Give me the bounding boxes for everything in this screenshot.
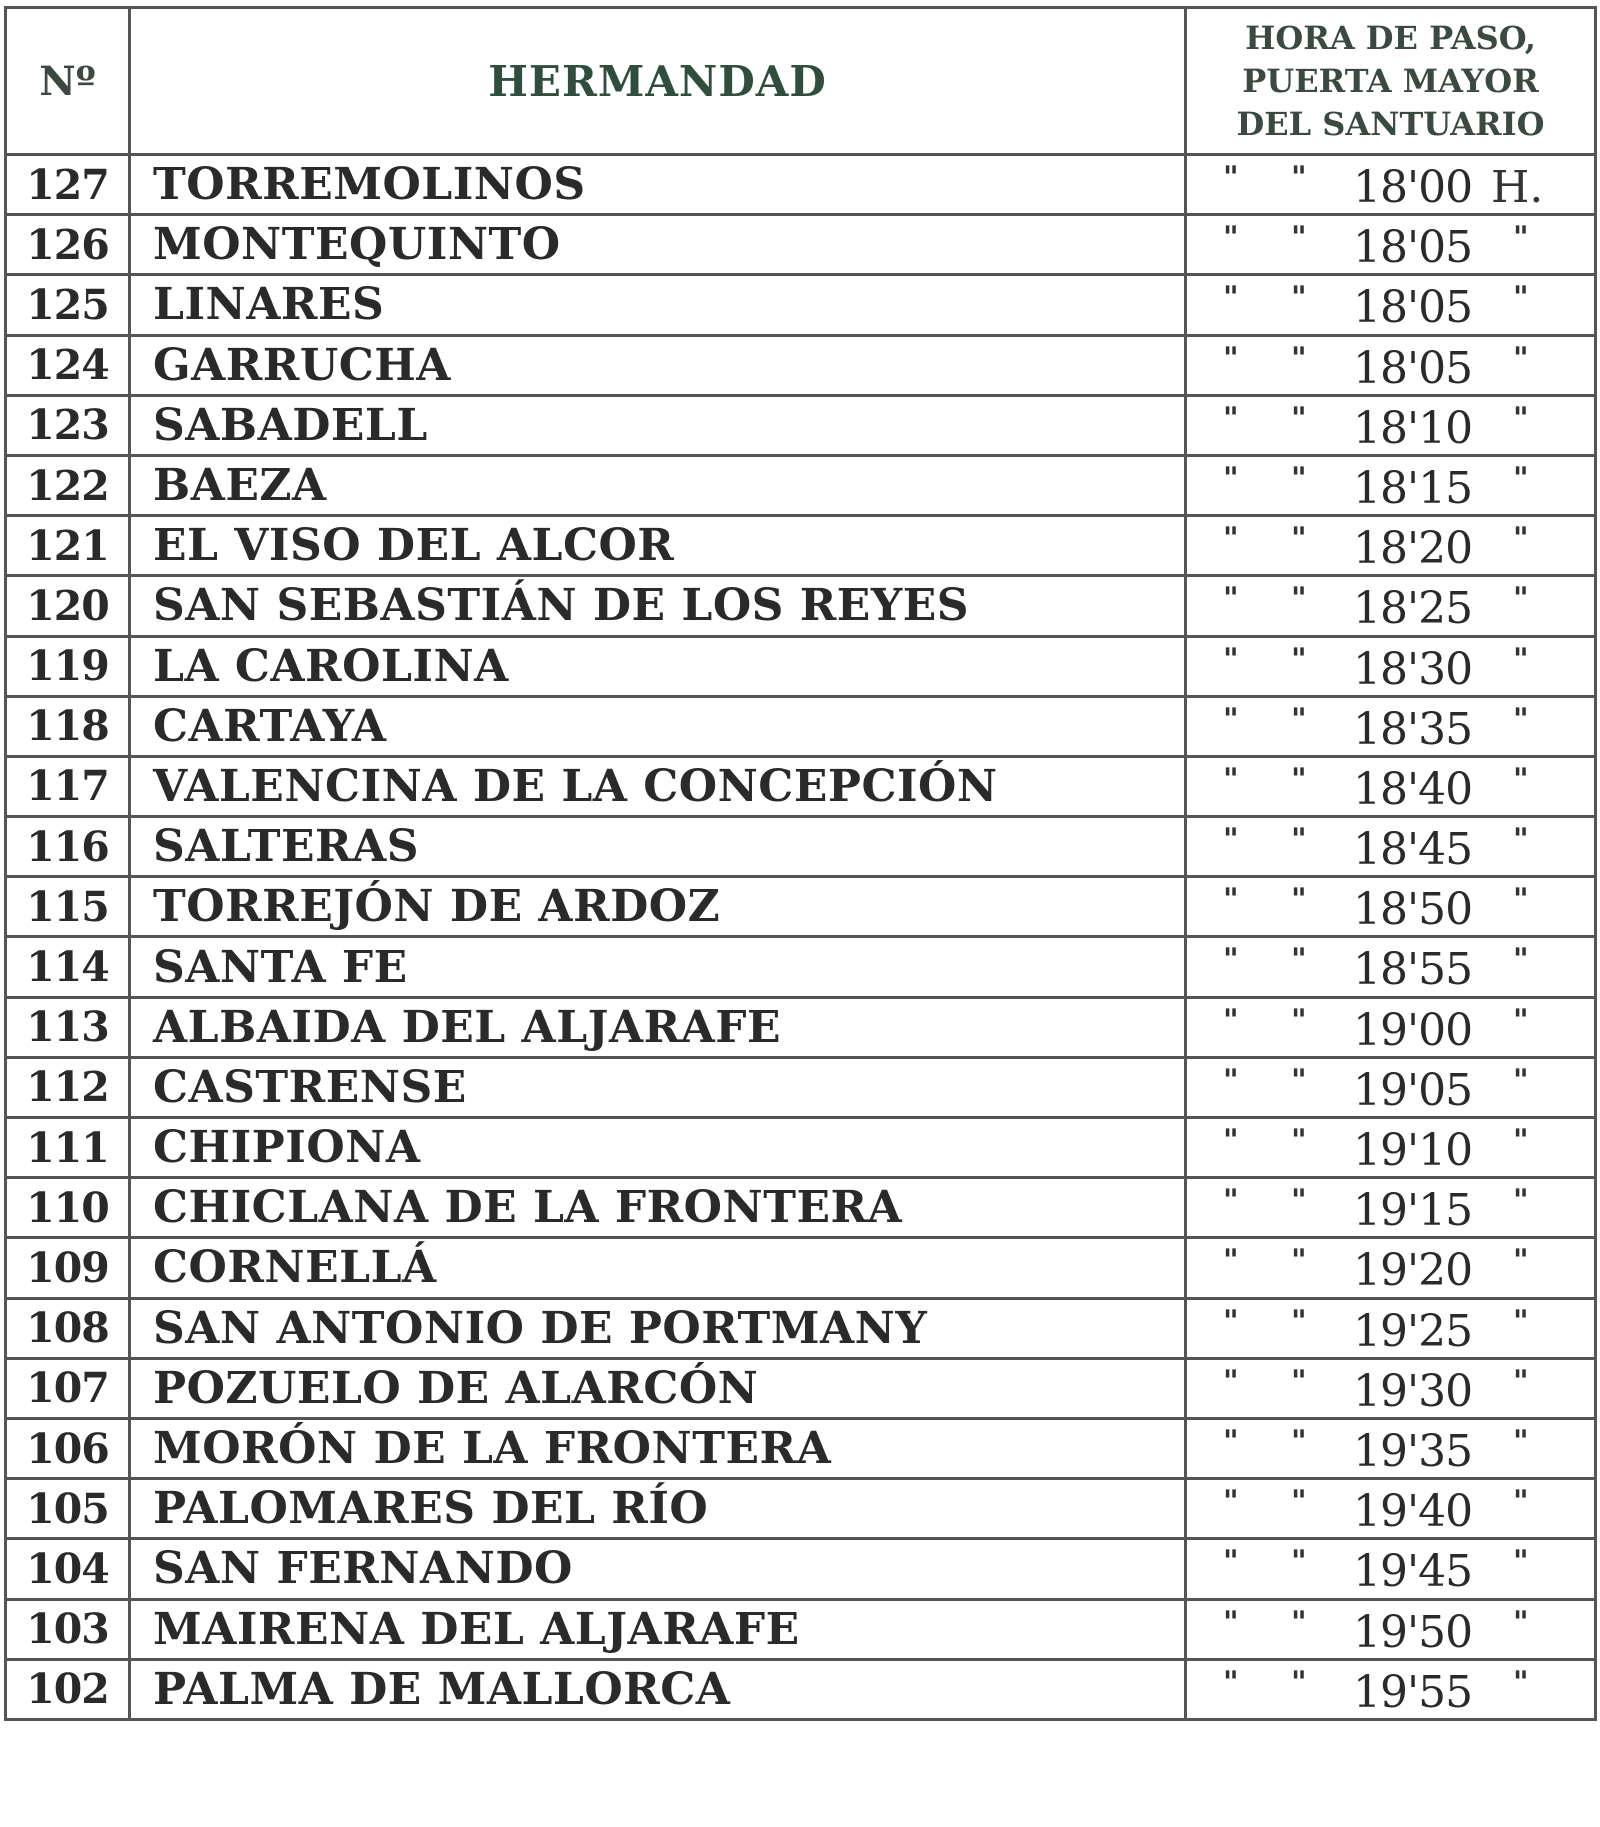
table-row	[6, 1178, 1596, 1238]
table-row	[6, 696, 1596, 756]
table-row	[6, 576, 1596, 636]
hermandad-name: CHIPIONA	[130, 1118, 1186, 1178]
ditto-mark: "	[1223, 581, 1239, 617]
table-row	[6, 155, 1596, 215]
ditto-mark: "	[1291, 160, 1307, 195]
hermandad-name: LINARES	[130, 275, 1186, 335]
time-suffix: "	[1513, 1544, 1529, 1580]
table-row	[6, 1298, 1596, 1358]
column-header-hermandad: HERMANDAD	[130, 8, 1186, 155]
schedule-table	[4, 6, 1597, 1721]
time-cell	[1186, 455, 1596, 515]
time-suffix: "	[1513, 822, 1529, 858]
row-number: 102	[6, 1659, 130, 1719]
ditto-mark: "	[1291, 460, 1307, 496]
ditto-mark: "	[1223, 1363, 1239, 1399]
table-row	[6, 1238, 1596, 1298]
time-cell	[1186, 1659, 1596, 1719]
ditto-mark: "	[1223, 1303, 1239, 1339]
ditto-mark: "	[1223, 1544, 1239, 1580]
table-row	[6, 756, 1596, 816]
ditto-mark: "	[1291, 1423, 1307, 1459]
table-row	[6, 395, 1596, 455]
passage-time: 18'35	[1353, 703, 1473, 755]
ditto-mark: "	[1223, 1002, 1239, 1038]
table-row	[6, 516, 1596, 576]
time-cell	[1186, 997, 1596, 1057]
time-suffix: "	[1513, 220, 1529, 256]
ditto-mark: "	[1291, 942, 1307, 978]
time-suffix: "	[1513, 400, 1529, 436]
hermandad-name: TORREMOLINOS	[130, 155, 1186, 215]
ditto-mark: "	[1291, 1303, 1307, 1339]
passage-time: 18'05	[1353, 342, 1473, 394]
time-cell	[1186, 215, 1596, 275]
ditto-mark: "	[1223, 160, 1239, 195]
ditto-mark: "	[1291, 1664, 1307, 1700]
time-cell	[1186, 576, 1596, 636]
row-number: 108	[6, 1298, 130, 1358]
passage-time: 18'30	[1353, 643, 1473, 695]
time-suffix: "	[1513, 1423, 1529, 1459]
ditto-mark: "	[1223, 1664, 1239, 1700]
ditto-mark: "	[1291, 1544, 1307, 1580]
ditto-mark: "	[1291, 761, 1307, 797]
ditto-mark: "	[1291, 641, 1307, 677]
hermandad-name: MORÓN DE LA FRONTERA	[130, 1418, 1186, 1478]
passage-time: 18'25	[1353, 583, 1473, 635]
time-cell	[1186, 636, 1596, 696]
table-row	[6, 997, 1596, 1057]
hermandad-name: ALBAIDA DEL ALJARAFE	[130, 997, 1186, 1057]
time-suffix: "	[1513, 882, 1529, 918]
hermandad-name: MONTEQUINTO	[130, 215, 1186, 275]
ditto-mark: "	[1223, 400, 1239, 436]
time-cell	[1186, 696, 1596, 756]
passage-time: 18'00	[1353, 162, 1473, 213]
row-number: 110	[6, 1178, 130, 1238]
time-suffix: "	[1513, 761, 1529, 797]
hermandad-name: CARTAYA	[130, 696, 1186, 756]
time-suffix: "	[1513, 942, 1529, 978]
hermandad-name: SANTA FE	[130, 937, 1186, 997]
time-cell	[1186, 155, 1596, 215]
passage-time: 18'45	[1353, 824, 1473, 876]
passage-time: 19'35	[1353, 1425, 1473, 1477]
row-number: 120	[6, 576, 130, 636]
ditto-mark: "	[1223, 1484, 1239, 1520]
row-number: 127	[6, 155, 130, 215]
passage-time: 18'15	[1353, 462, 1473, 514]
time-cell	[1186, 1057, 1596, 1117]
row-number: 104	[6, 1539, 130, 1599]
time-suffix: "	[1513, 521, 1529, 557]
row-number: 113	[6, 997, 130, 1057]
table-row	[6, 1599, 1596, 1659]
table-row	[6, 937, 1596, 997]
row-number: 112	[6, 1057, 130, 1117]
table-row	[6, 817, 1596, 877]
time-cell	[1186, 877, 1596, 937]
row-number: 103	[6, 1599, 130, 1659]
hermandad-name: CORNELLÁ	[130, 1238, 1186, 1298]
hermandad-name: SALTERAS	[130, 817, 1186, 877]
time-suffix: "	[1513, 1243, 1529, 1279]
time-suffix: "	[1513, 1123, 1529, 1158]
table-row	[6, 455, 1596, 515]
time-cell	[1186, 1479, 1596, 1539]
table-row	[6, 1358, 1596, 1418]
ditto-mark: "	[1223, 460, 1239, 496]
passage-time: 18'10	[1353, 402, 1473, 454]
ditto-mark: "	[1223, 1243, 1239, 1279]
column-header-time-line: HORA DE PASO,	[1245, 18, 1536, 57]
time-suffix: "	[1513, 641, 1529, 677]
time-cell	[1186, 1118, 1596, 1178]
ditto-mark: "	[1223, 1062, 1239, 1098]
time-cell	[1186, 1178, 1596, 1238]
time-cell	[1186, 335, 1596, 395]
time-cell	[1186, 1238, 1596, 1298]
row-number: 126	[6, 215, 130, 275]
time-cell	[1186, 817, 1596, 877]
passage-time: 18'05	[1353, 222, 1473, 274]
time-cell	[1186, 516, 1596, 576]
column-header-time-line: PUERTA MAYOR	[1242, 61, 1539, 100]
ditto-mark: "	[1291, 1062, 1307, 1098]
ditto-mark: "	[1291, 1002, 1307, 1038]
time-cell	[1186, 1599, 1596, 1659]
hermandad-name: SABADELL	[130, 395, 1186, 455]
ditto-mark: "	[1223, 1423, 1239, 1459]
passage-time: 19'00	[1353, 1004, 1473, 1056]
row-number: 109	[6, 1238, 130, 1298]
passage-time: 19'20	[1353, 1245, 1473, 1297]
ditto-mark: "	[1291, 1183, 1307, 1219]
time-suffix: "	[1513, 280, 1529, 316]
row-number: 123	[6, 395, 130, 455]
ditto-mark: "	[1291, 220, 1307, 256]
row-number: 124	[6, 335, 130, 395]
table-row	[6, 275, 1596, 335]
ditto-mark: "	[1291, 701, 1307, 737]
hermandad-name: EL VISO DEL ALCOR	[130, 516, 1186, 576]
ditto-mark: "	[1291, 822, 1307, 858]
row-number: 121	[6, 516, 130, 576]
hermandad-name: SAN ANTONIO DE PORTMANY	[130, 1298, 1186, 1358]
hermandad-name: POZUELO DE ALARCÓN	[130, 1358, 1186, 1418]
time-suffix: "	[1513, 460, 1529, 496]
hermandad-name: CHICLANA DE LA FRONTERA	[130, 1178, 1186, 1238]
ditto-mark: "	[1291, 280, 1307, 316]
passage-time: 18'05	[1353, 282, 1473, 334]
table-row	[6, 1118, 1596, 1178]
time-cell	[1186, 1418, 1596, 1478]
time-cell	[1186, 1298, 1596, 1358]
time-suffix: "	[1513, 1002, 1529, 1038]
ditto-mark: "	[1223, 641, 1239, 677]
ditto-mark: "	[1291, 1123, 1307, 1158]
row-number: 106	[6, 1418, 130, 1478]
ditto-mark: "	[1223, 761, 1239, 797]
time-suffix: "	[1513, 1183, 1529, 1219]
passage-time: 18'50	[1353, 884, 1473, 936]
column-header-time	[1186, 8, 1596, 155]
row-number: 122	[6, 455, 130, 515]
column-header-number: Nº	[6, 8, 130, 155]
table-header-row	[6, 8, 1596, 155]
ditto-mark: "	[1223, 340, 1239, 376]
row-number: 116	[6, 817, 130, 877]
passage-time: 19'45	[1353, 1546, 1473, 1598]
row-number: 117	[6, 756, 130, 816]
ditto-mark: "	[1291, 340, 1307, 376]
time-cell	[1186, 756, 1596, 816]
ditto-mark: "	[1223, 280, 1239, 316]
passage-time: 19'50	[1353, 1606, 1473, 1658]
time-suffix: "	[1513, 701, 1529, 737]
ditto-mark: "	[1291, 1243, 1307, 1279]
table-row	[6, 215, 1596, 275]
column-header-time-line: DEL SANTUARIO	[1236, 104, 1545, 143]
time-suffix: "	[1513, 1484, 1529, 1520]
row-number: 125	[6, 275, 130, 335]
time-suffix: "	[1513, 1062, 1529, 1098]
time-cell	[1186, 275, 1596, 335]
hermandad-name: PALMA DE MALLORCA	[130, 1659, 1186, 1719]
row-number: 119	[6, 636, 130, 696]
ditto-mark: "	[1223, 822, 1239, 858]
passage-time: 19'55	[1353, 1666, 1473, 1718]
hermandad-name: PALOMARES DEL RÍO	[130, 1479, 1186, 1539]
time-suffix: "	[1513, 1363, 1529, 1399]
table-row	[6, 1539, 1596, 1599]
passage-time: 19'05	[1353, 1064, 1473, 1116]
ditto-mark: "	[1223, 942, 1239, 978]
ditto-mark: "	[1223, 1123, 1239, 1158]
table-row	[6, 1057, 1596, 1117]
table-row	[6, 1418, 1596, 1478]
row-number: 107	[6, 1358, 130, 1418]
ditto-mark: "	[1291, 1604, 1307, 1640]
ditto-mark: "	[1223, 521, 1239, 557]
table-row	[6, 1659, 1596, 1719]
time-cell	[1186, 395, 1596, 455]
time-cell	[1186, 1358, 1596, 1418]
row-number: 105	[6, 1479, 130, 1539]
table-row	[6, 877, 1596, 937]
row-number: 111	[6, 1118, 130, 1178]
hermandad-name: VALENCINA DE LA CONCEPCIÓN	[130, 756, 1186, 816]
ditto-mark: "	[1291, 400, 1307, 436]
table-row	[6, 636, 1596, 696]
table-row	[6, 1479, 1596, 1539]
passage-time: 18'40	[1353, 763, 1473, 815]
ditto-mark: "	[1291, 521, 1307, 557]
row-number: 118	[6, 696, 130, 756]
passage-time: 19'30	[1353, 1365, 1473, 1417]
hermandad-name: SAN SEBASTIÁN DE LOS REYES	[130, 576, 1186, 636]
ditto-mark: "	[1223, 882, 1239, 918]
passage-time: 18'20	[1353, 523, 1473, 575]
hermandad-name: SAN FERNANDO	[130, 1539, 1186, 1599]
time-cell	[1186, 1539, 1596, 1599]
passage-time: 19'10	[1353, 1125, 1473, 1176]
ditto-mark: "	[1223, 220, 1239, 256]
time-suffix: "	[1513, 1303, 1529, 1339]
time-cell	[1186, 937, 1596, 997]
time-suffix: "	[1513, 1664, 1529, 1700]
table-body	[6, 155, 1596, 1720]
ditto-mark: "	[1223, 701, 1239, 737]
row-number: 115	[6, 877, 130, 937]
ditto-mark: "	[1223, 1604, 1239, 1640]
passage-time: 18'55	[1353, 944, 1473, 996]
row-number: 114	[6, 937, 130, 997]
table-row	[6, 335, 1596, 395]
ditto-mark: "	[1223, 1183, 1239, 1219]
hermandad-name: CASTRENSE	[130, 1057, 1186, 1117]
passage-time: 19'25	[1353, 1305, 1473, 1357]
ditto-mark: "	[1291, 1363, 1307, 1399]
hermandad-name: MAIRENA DEL ALJARAFE	[130, 1599, 1186, 1659]
ditto-mark: "	[1291, 1484, 1307, 1520]
hermandad-name: GARRUCHA	[130, 335, 1186, 395]
passage-time: 19'15	[1353, 1185, 1473, 1237]
ditto-mark: "	[1291, 581, 1307, 617]
hermandad-name: TORREJÓN DE ARDOZ	[130, 877, 1186, 937]
ditto-mark: "	[1291, 882, 1307, 918]
hermandad-name: BAEZA	[130, 455, 1186, 515]
time-suffix: "	[1513, 581, 1529, 617]
time-suffix: "	[1513, 1604, 1529, 1640]
time-suffix: "	[1513, 340, 1529, 376]
hermandad-name: LA CAROLINA	[130, 636, 1186, 696]
passage-time: 19'40	[1353, 1486, 1473, 1538]
schedule-sheet	[4, 6, 1594, 1822]
time-suffix: H.	[1491, 162, 1544, 213]
